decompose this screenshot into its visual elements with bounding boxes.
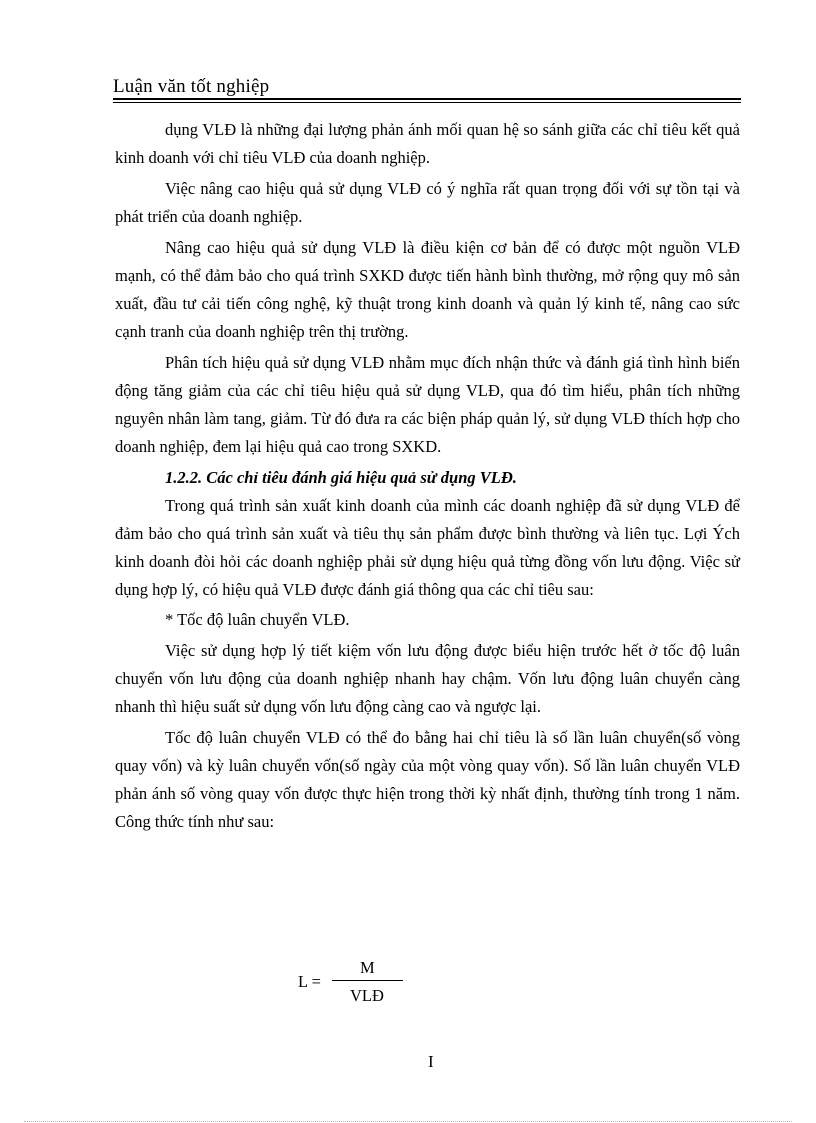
paragraph: Tốc độ luân chuyển VLĐ có thể đo bằng hai chỉ tiêu là số lần luân chuyển(số vòng quay vốn) và kỳ luân chuyển vốn(số ngày của một vòng quay vốn). Số lần luân chuyển VLĐ phản ánh số vòng quay vốn được thực hiện trong thời kỳ nhất định, thường tính trong 1 năm. Công thức tính như sau: xyxy=(115,728,740,831)
bullet-item: * Tốc độ luân chuyển VLĐ. xyxy=(165,610,350,629)
paragraph: Nâng cao hiệu quả sử dụng VLĐ là điều kiện cơ bản để có được một nguồn VLĐ mạnh, có thể đảm bảo cho quá trình SXKD được tiến hành bình thường, mở rộng quy mô sản xuất, đầu tư cải tiến công nghệ, kỹ thuật trong kinh doanh và quản lý kinh tế, nâng cao sức cạnh tranh của doanh nghiệp trên thị trường. xyxy=(115,238,740,341)
paragraph: Phân tích hiệu quả sử dụng VLĐ nhằm mục đích nhận thức và đánh giá tình hình biến động tăng giảm của các chỉ tiêu hiệu quả sử dụng VLĐ, qua đó tìm hiểu, phân tích những nguyên nhân làm tang, giảm. Từ đó đưa ra các biện pháp quản lý, sử dụng VLĐ thích hợp cho doanh nghiệp, đem lại hiệu quả cao trong SXKD. xyxy=(115,353,740,456)
header-rule xyxy=(113,98,741,103)
paragraph: Việc nâng cao hiệu quả sử dụng VLĐ có ý nghĩa rất quan trọng đối với sự tồn tại và phát triển của doanh nghiệp. xyxy=(115,179,740,226)
formula-lhs: L = xyxy=(298,972,321,991)
page-number: I xyxy=(428,1052,434,1071)
paragraph: Trong quá trình sản xuất kinh doanh của mình các doanh nghiệp đã sử dụng VLĐ để đảm bảo cho quá trình sản xuất và tiêu thụ sản phẩm được bình thường và liên tục. Lợi Ých kinh doanh đòi hỏi các doanh nghiệp phải sử dụng hiệu quả từng đồng vốn lưu động. Việc sử dụng hợp lý, có hiệu quả VLĐ được đánh giá thông qua các chỉ tiêu sau: xyxy=(115,496,740,599)
paragraph: dụng VLĐ là những đại lượng phản ánh mối quan hệ so sánh giữa các chỉ tiêu kết quả kinh doanh với chỉ tiêu VLĐ của doanh nghiệp. xyxy=(115,120,740,167)
formula xyxy=(298,958,418,1008)
document-body xyxy=(115,116,740,836)
header-title: Luận văn tốt nghiệp xyxy=(113,76,270,97)
section-heading: 1.2.2. Các chỉ tiêu đánh giá hiệu quả sử dụng VLĐ. xyxy=(165,468,517,487)
paragraph: Việc sử dụng hợp lý tiết kiệm vốn lưu động được biểu hiện trước hết ở tốc độ luân chuyển vốn lưu động của doanh nghiệp nhanh hay chậm. Vốn lưu động luân chuyển càng nhanh thì hiệu suất sử dụng vốn lưu động càng cao và ngược lại. xyxy=(115,641,740,716)
formula-denominator: VLĐ xyxy=(350,986,384,1005)
fraction-bar xyxy=(332,980,403,981)
formula-numerator: M xyxy=(360,958,375,977)
page-edge xyxy=(24,1121,792,1122)
